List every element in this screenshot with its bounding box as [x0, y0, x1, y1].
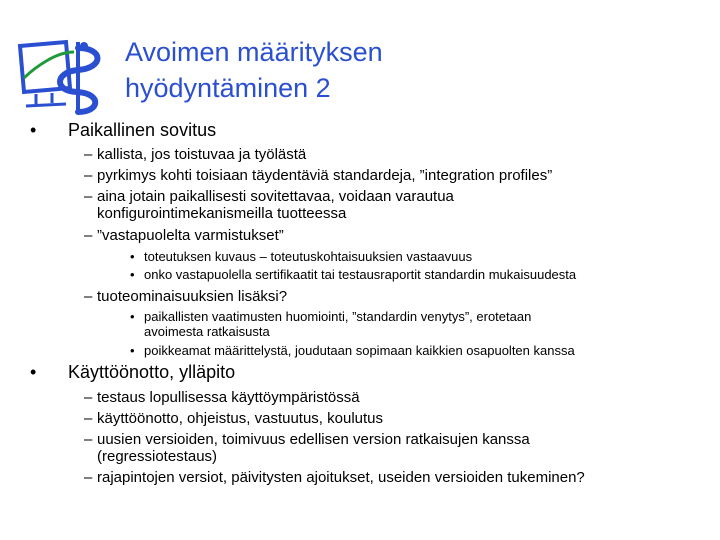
list-item-text: konfigurointimekanismeilla tuotteessa [97, 205, 347, 222]
list-item-text: testaus lopullisessa käyttöympäristössä [97, 389, 360, 406]
list-item-text: tuoteominaisuuksien lisäksi? [97, 288, 288, 305]
list-item-text: rajapintojen versiot, päivitysten ajoitukset, useiden versioiden tukeminen? [97, 469, 585, 486]
sub-list-item [130, 249, 473, 265]
sub-list-item-text: avoimesta ratkaisusta [144, 324, 270, 339]
dash-marker: – [84, 288, 93, 305]
sub-list-item-continuation [144, 324, 270, 340]
bullet-dot: • [130, 249, 135, 264]
dash-marker: – [84, 188, 93, 205]
title-line-2: hyödyntäminen 2 [125, 73, 331, 103]
sub-list-item-text: onko vastapuolella sertifikaatit tai testausraportit standardin mukaisuudesta [144, 267, 577, 282]
sub-list-item [130, 267, 577, 283]
list-item [84, 227, 284, 245]
list-item-text: (regressiotestaus) [97, 448, 218, 465]
title-line-1: Avoimen määrityksen [125, 37, 383, 67]
list-item-text: käyttöönotto, ohjeistus, vastuutus, koulutus [97, 410, 384, 427]
list-item [84, 431, 530, 449]
dash-marker: – [84, 167, 93, 184]
dash-marker: – [84, 389, 93, 406]
sub-list-item-text: toteutuksen kuvaus – toteutuskohtaisuuksien vastaavuus [144, 249, 473, 264]
dash-marker: – [84, 431, 93, 448]
list-item-continuation [97, 448, 217, 466]
sub-list-item-text: poikkeamat määrittelystä, joudutaan sopimaan kaikkien osapuolten kanssa [144, 343, 575, 358]
list-item [84, 469, 585, 487]
bullet-label: Käyttöönotto, ylläpito [68, 362, 236, 382]
bullet-label: Paikallinen sovitus [68, 120, 217, 140]
list-item [84, 146, 307, 164]
dash-marker: – [84, 227, 93, 244]
dash-marker: – [84, 410, 93, 427]
list-item-text: aina jotain paikallisesti sovitettavaa, voidaan varautua [97, 188, 454, 205]
list-item-text: ”vastapuolelta varmistukset” [97, 227, 284, 244]
dash-marker: – [84, 469, 93, 486]
list-item [84, 167, 553, 185]
list-item [84, 410, 384, 428]
list-item [84, 389, 360, 407]
sub-list-item [130, 343, 575, 359]
list-item [84, 288, 288, 306]
sub-list-item-text: paikallisten vaatimusten huomiointi, ”standardin venytys”, erotetaan [144, 309, 532, 324]
list-item-text: pyrkimys kohti toisiaan täydentäviä standardeja, ”integration profiles” [97, 167, 553, 184]
bullet-dot: • [130, 309, 135, 324]
list-item [84, 188, 454, 206]
list-item-text: uusien versioiden, toimivuus edellisen version ratkaisujen kanssa [97, 431, 530, 448]
bullet-dot: • [130, 267, 135, 282]
dash-marker: – [84, 146, 93, 163]
list-item-continuation [97, 205, 346, 223]
bullet-dot: • [130, 343, 135, 358]
list-item-text: kallista, jos toistuvaa ja työlästä [97, 146, 307, 163]
sub-list-item [130, 309, 532, 325]
bullet-dot: • [30, 120, 37, 140]
bullet-dot: • [30, 362, 37, 382]
